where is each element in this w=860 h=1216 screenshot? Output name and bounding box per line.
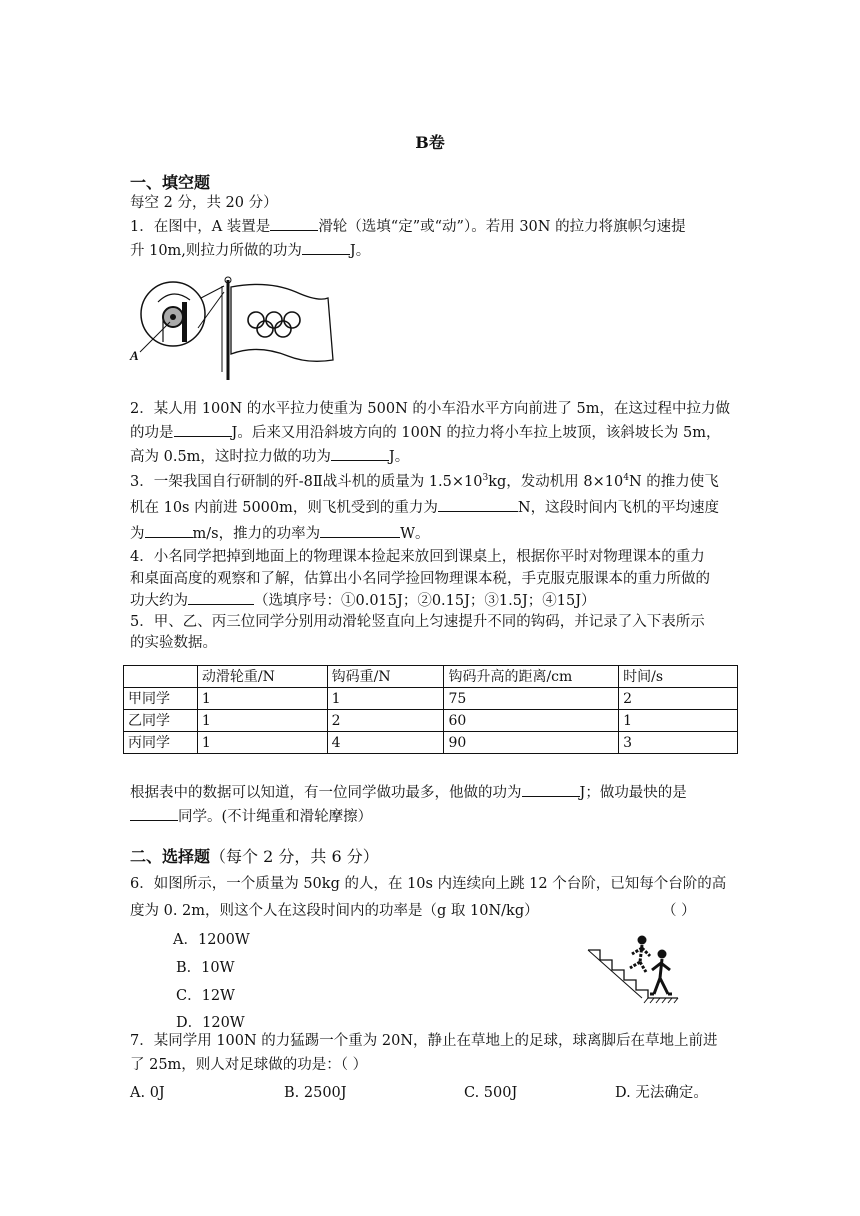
table-cell: 2	[327, 710, 444, 732]
experiment-data-table	[123, 665, 738, 754]
q6-line2: 度为 0. 2m，则这个人在这段时间内的功率是（g 取 10N/kg）	[130, 903, 539, 919]
section2-heading: 二、选择题（每个 2 分，共 6 分）	[130, 847, 379, 866]
table-cell: 90	[444, 732, 619, 754]
q2-blank2[interactable]	[331, 446, 389, 461]
q3-line1: 3．一架我国自行研制的歼-8Ⅱ战斗机的质量为 $1.5\times 10^3kg$，发动机用 $8\times 10^4N$ 的推力使飞	[130, 473, 719, 490]
q1-line1: 1．在图中，A 装置是 滑轮（选填“定”或“动”）。若用 30N 的拉力将旗帜匀速提	[130, 216, 740, 238]
table-cell: 丙同学	[124, 732, 198, 754]
table-row	[124, 688, 738, 710]
q7-option-a[interactable]: A. 0J	[130, 1085, 165, 1101]
figure-label-a: A	[130, 348, 139, 363]
q1-blank2[interactable]	[302, 240, 350, 255]
q2-line1: 2．某人用 100N 的水平拉力使重为 500N 的小车沿水平方向前进了 5m，在这过程中拉力做	[130, 401, 730, 417]
table-header-cell: 动滑轮重/N	[197, 666, 327, 688]
table-cell: 1	[327, 688, 444, 710]
q4-line2: 和桌面高度的观察和了解，估算出小名同学捡回物理课本税，手克服克服课本的重力所做的	[130, 571, 710, 587]
q3-line3: 为 m/s，推力的功率为 W。	[130, 523, 740, 545]
section-b-title: B卷	[415, 133, 445, 152]
q7-line1: 7．某同学用 100N 的力猛踢一个重为 20N，静止在草地上的足球，球离脚后在草地上前进	[130, 1033, 718, 1049]
table-header-cell: 钩码升高的距离/cm	[444, 666, 619, 688]
table-cell: 1	[197, 710, 327, 732]
q3-blank1[interactable]	[438, 497, 518, 512]
table-cell: 60	[444, 710, 619, 732]
q5-blank1[interactable]	[522, 782, 580, 797]
q3-blank3[interactable]	[320, 523, 400, 538]
q3-blank2[interactable]	[145, 523, 193, 538]
section1-subheading: 每空 2 分，共 20 分）	[130, 195, 278, 211]
table-cell: 1	[619, 710, 738, 732]
table-header-cell: 钩码重/N	[327, 666, 444, 688]
q2-blank1[interactable]	[174, 422, 232, 437]
q7-option-c[interactable]: C. 500J	[464, 1085, 518, 1101]
q7-option-b[interactable]: B. 2500J	[284, 1085, 347, 1101]
q7-option-d[interactable]: D. 无法确定。	[615, 1085, 708, 1101]
table-row	[124, 710, 738, 732]
table-cell: 3	[619, 732, 738, 754]
q6-answer-paren: （ ）	[662, 903, 696, 919]
table-cell: 4	[327, 732, 444, 754]
q6-option-d[interactable]: D．120W	[176, 1015, 245, 1031]
q5-after2: 同学。(不计绳重和滑轮摩擦）	[130, 806, 740, 828]
q4-line3: 功大约为 （选填序号：①0.015J；②0.15J；③1.5J；④15J）	[130, 590, 740, 612]
table-row	[124, 732, 738, 754]
table-header-cell	[124, 666, 198, 688]
q4-line1: 4．小名同学把掉到地面上的物理课本捡起来放回到课桌上，根据你平时对物理课本的重力	[130, 549, 705, 565]
flag-pulley-figure	[128, 272, 368, 382]
q4-blank[interactable]	[188, 590, 254, 605]
table-header-row	[124, 666, 738, 688]
q2-line2: 的功是 J。后来又用沿斜坡方向的 100N 的拉力将小车拉上坡顶，该斜坡长为 5m，	[130, 422, 740, 444]
q5-line1: 5．甲、乙、丙三位同学分别用动滑轮竖直向上匀速提升不同的钩码，并记录了入下表所示	[130, 614, 705, 630]
q5-line2: 的实验数据。	[130, 635, 217, 651]
table-header-cell: 时间/s	[619, 666, 738, 688]
q1-blank1[interactable]	[270, 216, 318, 231]
q7-line2: 了 25m，则人对足球做的功是：（ ）	[130, 1057, 368, 1073]
table-cell: 1	[197, 688, 327, 710]
q6-option-b[interactable]: B．10W	[176, 960, 235, 976]
table-cell: 乙同学	[124, 710, 198, 732]
table-cell: 2	[619, 688, 738, 710]
table-cell: 1	[197, 732, 327, 754]
table-cell: 75	[444, 688, 619, 710]
stairs-jumping-figure	[586, 932, 686, 1004]
q6-option-a[interactable]: A．1200W	[173, 932, 250, 948]
q1-line2: 升 10m,则拉力所做的功为 J。	[130, 240, 740, 262]
q6-option-c[interactable]: C．12W	[176, 988, 235, 1004]
q3-line2: 机在 10s 内前进 5000m，则飞机受到的重力为 N，这段时间内飞机的平均速度	[130, 497, 740, 519]
q6-line1: 6．如图所示，一个质量为 50kg 的人，在 10s 内连续向上跳 12 个台阶，已知每个台阶的高	[130, 876, 727, 892]
q2-line3: 高为 0.5m，这时拉力做的功为 J。	[130, 446, 740, 468]
table-cell: 甲同学	[124, 688, 198, 710]
q5-after1: 根据表中的数据可以知道，有一位同学做功最多，他做的功为 J；做功最快的是	[130, 782, 740, 804]
q5-blank2[interactable]	[130, 806, 178, 821]
section1-heading: 一、填空题	[130, 173, 211, 192]
